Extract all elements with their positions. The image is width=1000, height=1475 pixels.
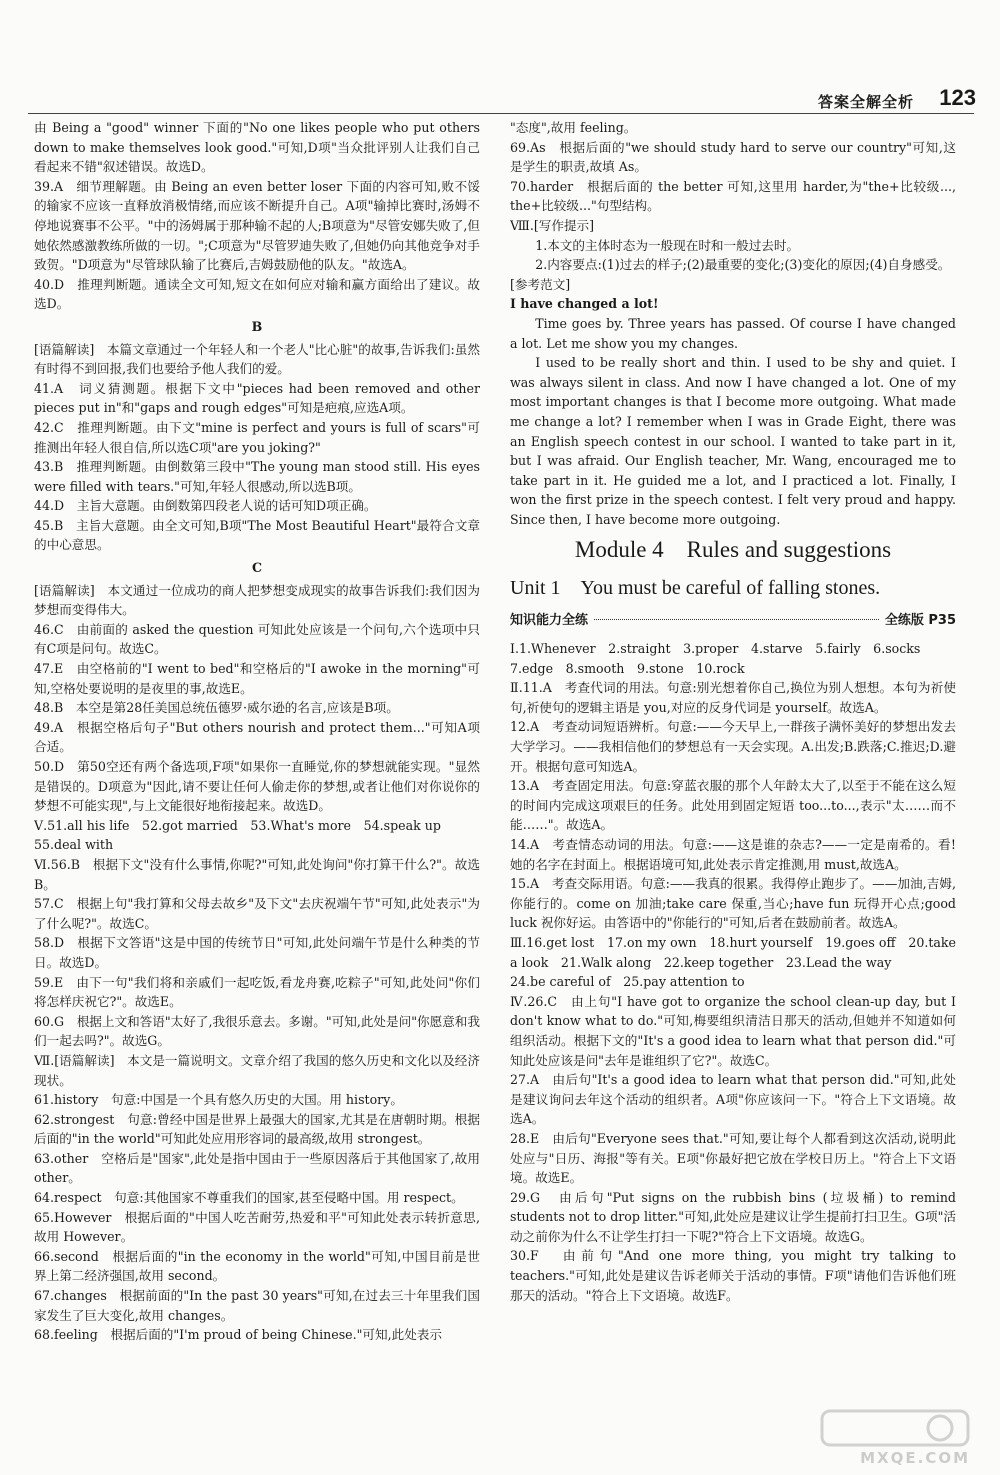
answer-paragraph: Ⅶ.[语篇解读] 本文是一篇说明文。文章介绍了我国的悠久历史和文化以及经济现状。: [34, 1052, 480, 1088]
writing-tip: 2.内容要点:(1)过去的样子;(2)最重要的变化;(3)变化的原因;(4)自身感受。: [535, 257, 951, 273]
answer-paragraph: 7.edge 8.smooth 9.stone 10.rock: [510, 660, 745, 676]
answer-paragraph: 30.F 由前句"And one more thing, you might try talking to teachers."可知,此处是建议告诉老师关于活动的事情。F项"请他们告诉他们班那天的活动。"符合上下文语境。故选F。: [510, 1248, 956, 1303]
answer-paragraph: 49.A 根据空格后句子"But others nourish and protect them..."可知A项合适。: [34, 719, 480, 755]
answer-paragraph: 48.B 本空是第28任美国总统伍德罗·威尔逊的名言,应该是B项。: [34, 700, 399, 716]
answer-paragraph: 68.feeling 根据后面的"I'm proud of being Chinese."可知,此处表示: [34, 1327, 442, 1343]
watermark-logo-icon: [820, 1409, 970, 1449]
section-heading-b: B: [251, 318, 263, 334]
answer-paragraph: 44.D 主旨大意题。由倒数第四段老人说的话可知D项正确。: [34, 498, 377, 514]
answer-paragraph: 40.D 推理判断题。通读全文可知,短文在如何应对输和赢方面给出了建议。故选D。: [34, 276, 480, 312]
essay-paragraph: Time goes by. Three years has passed. Of course I have changed a lot. Let me show you my changes.: [510, 315, 956, 351]
answer-paragraph: 69.As 根据后面的"we should study hard to serve our country"可知,这是学生的职责,故填 As。: [510, 139, 956, 175]
answer-paragraph: 55.deal with: [34, 837, 114, 853]
answer-paragraph: 57.C 根据上句"我打算和父母去故乡"及下文"去庆祝端午节"可知,此处表示"为了什么呢?"。故选C。: [34, 896, 480, 931]
answer-paragraph: 43.B 推理判断题。由倒数第三段中"The young man stood still. His eyes were filled with tears."可知,年轻人很感动,所以选B项。: [34, 459, 480, 494]
essay-title: I have changed a lot!: [510, 296, 659, 312]
answer-paragraph: 29.G 由后句"Put signs on the rubbish bins (垃圾桶) to remind students not to drop litter."可知,此处应是建议让学生提前打扫卫生。G项"活动之前你为什么不让学生打扫一下呢?"符合上下文语境。故选G。: [510, 1189, 956, 1244]
answer-paragraph: Ⅰ.1.Whenever 2.straight 3.proper 4.starve 5.fairly 6.socks: [510, 641, 921, 657]
answer-paragraph: Ⅱ.11.A 考查代词的用法。句意:别光想着你自己,换位为别人想想。本句为祈使句,祈使句的逻辑主语是 you,对应的反身代词是 yourself。故选A。: [510, 680, 956, 715]
section-heading-c: C: [251, 560, 263, 576]
answer-paragraph: 41.A 词义猜测题。根据下文中"pieces had been removed and other pieces put in"和"gaps and rough edges"可知是疤痕,应选A项。: [34, 380, 480, 416]
answer-paragraph: 64.respect 句意:其他国家不尊重我们的国家,甚至侵略中国。用 respect。: [34, 1190, 464, 1206]
page-number: 123: [939, 85, 976, 110]
answer-paragraph: Ⅳ.26.C 由上句"I have got to organize the school clean-up day, but I don't know what to do."可知,梅要组织清洁日那天的活动,但她并不知道如何组织活动。根据下文的"It's a good idea to learn what that person did."可知此处应该是问"去年是谁组织了它?"。故选C。: [510, 993, 956, 1068]
answer-paragraph: 12.A 考查动词短语辨析。句意:——今天早上,一群孩子满怀美好的梦想出发去大学学习。——我相信他们的梦想总有一天会实现。A.出发;B.跌落;C.推迟;D.避开。根据句意可知选A。: [510, 719, 956, 774]
section-ref: 全练版 P35: [884, 613, 956, 629]
answer-paragraph: Ⅴ.51.all his life 52.got married 53.What's more 54.speak up: [34, 817, 441, 833]
section-bar: [510, 611, 956, 631]
answer-paragraph: [语篇解读] 本篇文章通过一个年轻人和一个老人"比心脏"的故事,告诉我们:虽然有时得不到回报,我们也要给予他人我们的爱。: [34, 341, 480, 377]
answer-paragraph: 27.A 由后句"It's a good idea to learn what that person did."可知,此处是建议询问去年这个活动的组织者。A项"你应该问一下。"符合上下文语境。故选A。: [510, 1072, 956, 1127]
left-column: [34, 118, 480, 1448]
header-title: 答案全解全析: [817, 93, 914, 111]
answer-paragraph: 28.E 由后句"Everyone sees that."可知,要让每个人都看到这次活动,说明此处应与"日历、海报"等有关。E项"你最好把它放在学校日历上。"符合上下文语境。故选E。: [510, 1130, 956, 1186]
answer-paragraph: 46.C 由前面的 asked the question 可知此处应该是一个问句,六个选项中只有C项是问句。故选C。: [34, 621, 480, 657]
answer-paragraph: 66.second 根据后面的"in the economy in the world"可知,中国目前是世界上第二经济强国,故用 second。: [34, 1248, 480, 1284]
answer-paragraph: 13.A 考查固定用法。句意:穿蓝衣服的那个人年龄太大了,以至于不能在这么短的时间内完成这项艰巨的任务。此处用到固定短语 too...to...,表示"太……而不能……"。故选A。: [510, 778, 956, 833]
writing-tip: 1.本文的主体时态为一般现在时和一般过去时。: [535, 237, 800, 253]
answer-paragraph: Ⅲ.16.get lost 17.on my own 18.hurt yourself 19.goes off 20.take a look 21.Walk along 22.keep together 23.Lead the way: [510, 934, 956, 970]
answer-paragraph: 45.B 主旨大意题。由全文可知,B项"The Most Beautiful Heart"最符合文章的中心意思。: [34, 517, 480, 553]
answer-paragraph: 67.changes 根据前面的"In the past 30 years"可知,在过去三十年里我们国家发生了巨大变化,故用 changes。: [34, 1288, 480, 1323]
right-column: [510, 118, 956, 1448]
answer-paragraph: 65.However 根据后面的"中国人吃苦耐劳,热爱和平"可知此处表示转折意思,故用 However。: [34, 1209, 480, 1245]
module-title: Module 4 Rules and suggestions: [574, 537, 892, 563]
answer-paragraph: 61.history 句意:中国是一个具有悠久历史的大国。用 history。: [34, 1092, 403, 1108]
answer-paragraph: 59.E 由下一句"我们将和亲戚们一起吃饭,看龙舟赛,吃粽子"可知,此处问"你们将怎样庆祝它?"。故选E。: [34, 974, 480, 1010]
section-label: 知识能力全练: [510, 613, 589, 629]
watermark: [820, 1409, 970, 1469]
answer-paragraph: 47.E 由空格前的"I went to bed"和空格后的"I awoke in the morning"可知,空格处要说明的是夜里的事,故选E。: [34, 661, 480, 696]
answer-paragraph: 60.G 根据上文和答语"太好了,我很乐意去。多谢。"可知,此处是问"你愿意和我们一起去吗?"。故选G。: [34, 1013, 480, 1049]
writing-tips-heading: Ⅷ.[写作提示]: [510, 217, 595, 233]
essay-paragraph: I used to be really short and thin. I used to be shy and quiet. I was always silent in class. And now I have changed a lot. One of my most important changes is that I become more outgoing. What made me change a lot? I remember when I was in Grade Eight, there was an English speech contest in our school. I wanted to take part in it, but I was afraid. Our English teacher, Mr. Wang, encouraged me to take part in it. He guided me a lot, and I practiced a lot. Finally, I won the first prize in the speech contest. I felt very proud and happy. Since then, I have become more outgoing.: [510, 355, 956, 527]
sample-essay-heading: [参考范文]: [510, 276, 571, 292]
answer-paragraph: 14.A 考查情态动词的用法。句意:——这是谁的杂志?——一定是南希的。看!她的名字在封面上。根据语境可知,此处表示肯定推测,用 must,故选A。: [510, 837, 956, 872]
header-rule: [28, 113, 974, 114]
answer-paragraph: 15.A 考查交际用语。句意:——我真的很累。我得停止跑步了。——加油,吉姆,你能行的。come on 加油;take care 保重,当心;have fun 玩得开心点;good luck 祝你好运。由答语中的"你能行的"可知,后者在鼓励前者。故选A。: [510, 876, 956, 931]
answer-paragraph: 42.C 推理判断题。由下文"mine is perfect and yours is full of scars"可推测出年轻人很自信,所以选C项"are you joking?": [34, 419, 480, 455]
answer-paragraph: 62.strongest 句意:曾经中国是世界上最强大的国家,尤其是在唐朝时期。根据后面的"in the world"可知此处应用形容词的最高级,故用 strongest。: [34, 1111, 480, 1147]
answer-paragraph: Ⅵ.56.B 根据下文"没有什么事情,你呢?"可知,此处询问"你打算干什么?"。故选B。: [34, 856, 480, 892]
answer-paragraph: 50.D 第50空还有两个备选项,F项"如果你一直睡觉,你的梦想就能实现。"显然是错误的。D项意为"因此,请不要让任何人偷走你的梦想,或者让他们对你说你的梦想不可能实现",与上文能很好地衔接起来。故选D。: [34, 759, 480, 814]
answer-paragraph: 63.other 空格后是"国家",此处是指中国由于一些原因落后于其他国家了,故用 other。: [34, 1150, 480, 1186]
section-dots: [594, 619, 879, 620]
answer-paragraph: 24.be careful of 25.pay attention to: [510, 974, 745, 990]
answer-paragraph: 由 Being a "good" winner 下面的"No one likes people who put others down to make themselves look good."可知,D项"当众批评别人让我们自己看起来不错"叙述错误。故选D。: [34, 120, 480, 175]
page-header: [0, 0, 1000, 111]
answer-paragraph: 39.A 细节理解题。由 Being an even better loser 下面的内容可知,败不馁的输家不应该一直释放消极情绪,而应该不断提升自己。A项"输掉比赛时,汤姆不停地说赛事不公平。"中的汤姆属于那种输不起的人;B项意为"尽管安娜失败了,但她依然感激教练所做的一切。";C项意为"尽管罗迪失败了,但她仍向其他竞争对手致贺。"D项意为"尽管球队输了比赛后,吉姆鼓励他的队友。"故选A。: [34, 178, 480, 273]
answer-paragraph: 58.D 根据下文答语"这是中国的传统节日"可知,此处问端午节是什么种类的节日。故选D。: [34, 935, 480, 970]
watermark-text: MXQE.COM: [860, 1449, 970, 1468]
unit-title: Unit 1 You must be careful of falling stones.: [510, 577, 881, 600]
answer-paragraph: 70.harder 根据后面的 the better 可知,这里用 harder,为"the+比较级..., the+比较级..."句型结构。: [510, 178, 956, 214]
answer-paragraph: "态度",故用 feeling。: [510, 120, 637, 135]
answer-paragraph: [语篇解读] 本文通过一位成功的商人把梦想变成现实的故事告诉我们:我们因为梦想而变得伟大。: [34, 582, 480, 618]
